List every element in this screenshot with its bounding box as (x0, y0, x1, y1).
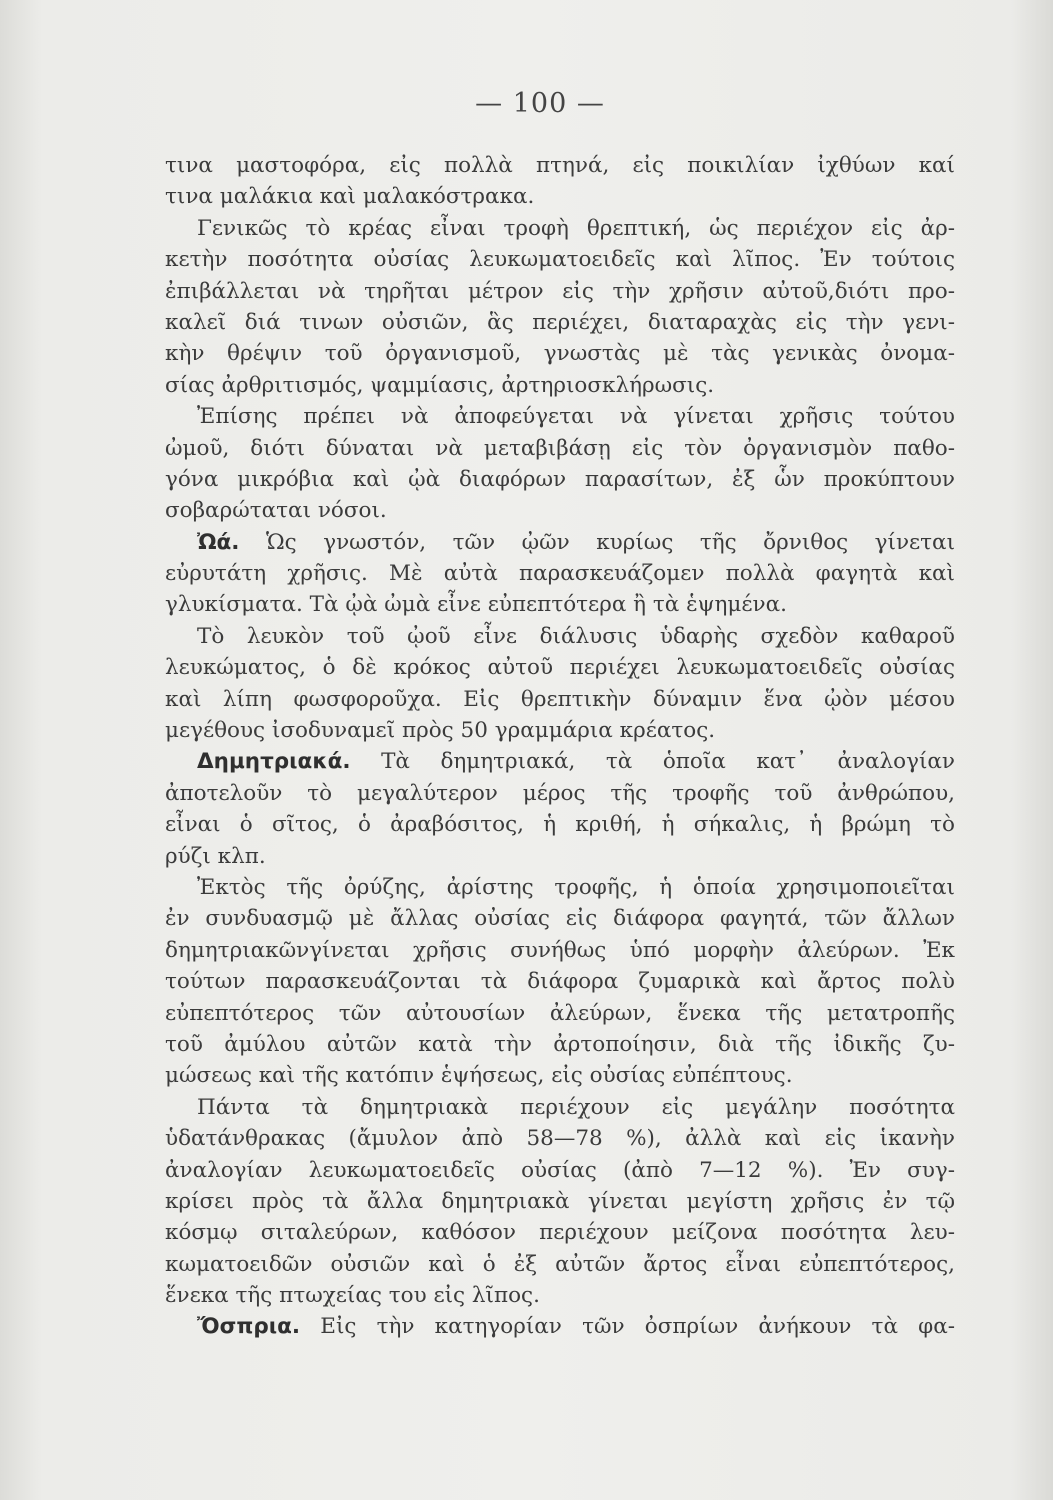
text-line: ἀναλογίαν λευκωματοειδεῖς οὐσίας (ἀπὸ 7—12 %). Ἐν συγ- (165, 1157, 955, 1183)
text-line: μεγέθους ἰσοδυναμεῖ πρὸς 50 γραμμάρια κρέατος. (165, 718, 716, 744)
text-line: Γενικῶς τὸ κρέας εἶναι τροφὴ θρεπτική, ὡς περιέχον εἰς ἀρ- (197, 215, 955, 241)
text-line: ἕνεκα τῆς πτωχείας του εἰς λῖπος. (165, 1283, 540, 1309)
section-line-eggs: Ὠά. Ὡς γνωστόν, τῶν ᾠῶν κυρίως τῆς ὄρνιθος γίνεται (197, 529, 955, 555)
section-heading-cereals: Δημητριακά. (197, 749, 351, 775)
text-line: κωματοειδῶν οὐσιῶν καὶ ὁ ἐξ αὐτῶν ἄρτος εἶναι εὐπεπτότερος, (165, 1251, 955, 1277)
text-line: γλυκίσματα. Τὰ ᾠὰ ὠμὰ εἶνε εὐπεπτότερα ἢ τὰ ἑψημένα. (165, 592, 787, 618)
text-line: ἀποτελοῦν τὸ μεγαλύτερον μέρος τῆς τροφῆς τοῦ ἀνθρώπου, (165, 780, 955, 806)
text-line: καλεῖ διά τινων οὐσιῶν, ἃς περιέχει, διαταραχὰς εἰς τὴν γενι- (165, 309, 955, 335)
text-line: κόσμῳ σιταλεύρων, καθόσον περιέχουν μείζονα ποσότητα λευ- (165, 1220, 955, 1246)
text-line: λευκώματος, ὁ δὲ κρόκος αὐτοῦ περιέχει λευκωματοειδεῖς οὐσίας (165, 655, 955, 681)
text-line: κρίσει πρὸς τὰ ἄλλα δημητριακὰ γίνεται μεγίστη χρῆσις ἐν τῷ (165, 1188, 955, 1214)
text-line: τινα μαστοφόρα, εἰς πολλὰ πτηνά, εἰς ποικιλίαν ἰχθύων καί (165, 153, 955, 178)
text-line: σίας ἀρθριτισμός, ψαμμίασις, ἀρτηριοσκλήρωσις. (165, 372, 715, 398)
text-line: Πάντα τὰ δημητριακὰ περιέχουν εἰς μεγάλην ποσότητα (197, 1094, 955, 1120)
text-line: εἶναι ὁ σῖτος, ὁ ἀραβόσιτος, ἡ κριθή, ἡ σήκαλις, ἡ βρώμη τὸ (165, 812, 955, 838)
text-line: τινα μαλάκια καὶ μαλακόστρακα. (165, 184, 535, 210)
text-line: ὑδατάνθρακας (ἄμυλον ἀπὸ 58—78 %), ἀλλὰ καὶ εἰς ἱκανὴν (165, 1126, 955, 1152)
text-line: καὶ λίπη φωσφοροῦχα. Εἰς θρεπτικὴν δύναμιν ἕνα ᾠὸν μέσου (165, 686, 955, 712)
text-line: ρύζι κλπ. (165, 843, 266, 869)
text-line: μώσεως καὶ τῆς κατόπιν ἑψήσεως, εἰς οὐσίας εὐπέπτους. (165, 1063, 793, 1089)
text-line: σοβαρώταται νόσοι. (165, 498, 387, 524)
section-line-legumes: Ὄσπρια. Εἰς τὴν κατηγορίαν τῶν ὀσπρίων ἀνήκουν τὰ φα- (197, 1314, 955, 1340)
section-heading-eggs: Ὠά. (197, 529, 240, 555)
section-heading-legumes: Ὄσπρια. (197, 1314, 301, 1340)
text-line: Ἐπίσης πρέπει νὰ ἀποφεύγεται νὰ γίνεται χρῆσις τούτου (197, 404, 955, 430)
text-line: κετὴν ποσότητα οὐσίας λευκωματοειδεῖς καὶ λῖπος. Ἐν τούτοις (165, 247, 955, 273)
text-line: Ἐκτὸς τῆς ὀρύζης, ἀρίστης τροφῆς, ἡ ὁποία χρησιμοποιεῖται (197, 874, 955, 900)
text-line: κὴν θρέψιν τοῦ ὀργανισμοῦ, γνωστὰς μὲ τὰς γενικὰς ὀνομα- (165, 341, 955, 367)
text-line: εὐρυτάτη χρῆσις. Μὲ αὐτὰ παρασκευάζομεν πολλὰ φαγητὰ καὶ (165, 561, 955, 587)
text-line: ἐπιβάλλεται νὰ τηρῆται μέτρον εἰς τὴν χρῆσιν αὐτοῦ,διότι προ- (165, 278, 955, 304)
section-line-cereals: Δημητριακά. Τὰ δημητριακά, τὰ ὁποῖα κατ᾽ ἀναλογίαν (197, 749, 955, 775)
text-line: τοῦ ἀμύλου αὐτῶν κατὰ τὴν ἀρτοποίησιν, διὰ τῆς ἰδικῆς ζυ- (165, 1031, 955, 1057)
page-number: — 100 — (475, 88, 605, 119)
text-line: ἐν συνδυασμῷ μὲ ἄλλας οὐσίας εἰς διάφορα φαγητά, τῶν ἄλλων (165, 906, 955, 932)
text-line: Τὸ λευκὸν τοῦ ᾠοῦ εἶνε διάλυσις ὑδαρὴς σχεδὸν καθαροῦ (197, 623, 955, 649)
text-line: τούτων παρασκευάζονται τὰ διάφορα ζυμαρικὰ καὶ ἄρτος πολὺ (165, 969, 955, 995)
text-line: δημητριακῶνγίνεται χρῆσις συνήθως ὑπό μορφὴν ἀλεύρων. Ἐκ (165, 937, 955, 963)
body-text (165, 150, 955, 1343)
text-line: ὠμοῦ, διότι δύναται νὰ μεταβιβάσῃ εἰς τὸν ὀργανισμὸν παθο- (165, 435, 955, 461)
text-line: εὐπεπτότερος τῶν αὐτουσίων ἀλεύρων, ἕνεκα τῆς μετατροπῆς (165, 1000, 955, 1026)
text-line: γόνα μικρόβια καὶ ᾠὰ διαφόρων παρασίτων, ἐξ ὧν προκύπτουν (165, 466, 955, 492)
